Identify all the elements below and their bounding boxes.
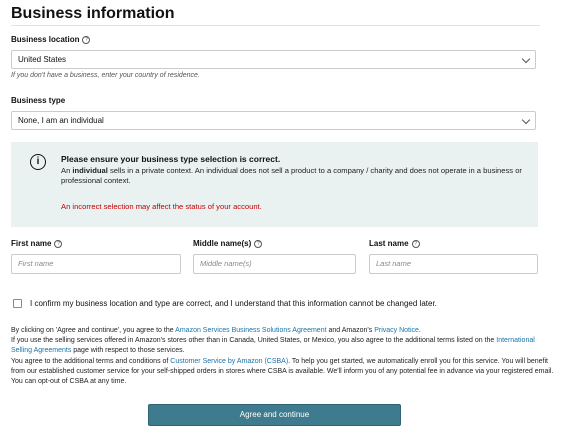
- alert-title: Please ensure your business type selection is correct.: [61, 154, 281, 164]
- info-icon: i: [30, 154, 46, 170]
- legal-paragraph-1: [11, 326, 556, 336]
- confirm-checkbox-label[interactable]: I confirm my business location and type are correct, and I understand that this information cannot be changed later.: [30, 299, 437, 308]
- legal-text: [11, 326, 556, 387]
- last-name-label-text: Last name: [369, 239, 409, 248]
- title-divider: [11, 25, 540, 26]
- business-location-select[interactable]: [11, 50, 536, 69]
- business-type-label: [11, 96, 65, 105]
- business-location-value: United States: [18, 55, 67, 64]
- legal-text-fragment: and Amazon's: [326, 327, 375, 334]
- alert-body-prefix: An: [61, 166, 73, 175]
- legal-paragraph-2: [11, 336, 556, 356]
- info-icon[interactable]: ?: [54, 240, 62, 248]
- first-name-input[interactable]: First name: [11, 254, 181, 274]
- info-icon[interactable]: ?: [254, 240, 262, 248]
- chevron-down-icon: [522, 116, 530, 124]
- middle-name-label-text: Middle name(s): [193, 239, 252, 248]
- legal-paragraph-3: [11, 357, 556, 388]
- business-type-alert: [11, 142, 538, 227]
- alert-warning: An incorrect selection may affect the status of your account.: [61, 202, 262, 211]
- csba-link[interactable]: Customer Service by Amazon (CSBA): [170, 357, 289, 365]
- alert-body-bold: individual: [72, 166, 108, 175]
- first-name-label-text: First name: [11, 239, 52, 248]
- business-location-label: [11, 35, 90, 44]
- privacy-notice-link[interactable]: Privacy Notice: [374, 327, 419, 334]
- agree-and-continue-button[interactable]: Agree and continue: [148, 404, 401, 426]
- legal-text-fragment: page with respect to those services.: [71, 347, 185, 355]
- alert-body-rest: sells in a private context. An individual does not sell a product to a company / charity and does not operate in a business or professional context.: [61, 166, 522, 185]
- chevron-down-icon: [522, 55, 530, 63]
- middle-name-label: [193, 239, 262, 248]
- legal-text-fragment: .: [418, 327, 421, 334]
- bsa-link[interactable]: Amazon Services Business Solutions Agreement: [175, 327, 327, 334]
- legal-text-fragment: By clicking on 'Agree and continue', you agree to the: [11, 327, 176, 334]
- middle-name-input[interactable]: Middle name(s): [193, 254, 356, 274]
- legal-text-fragment: If you use the selling services offered in Amazon's stores other than in Canada, United States, or Mexico, you also agree to the additional terms listed on the: [11, 337, 497, 345]
- business-type-select[interactable]: [11, 111, 536, 130]
- confirm-checkbox[interactable]: [13, 299, 22, 308]
- info-icon[interactable]: ?: [412, 240, 420, 248]
- business-location-label-text: Business location: [11, 35, 80, 44]
- last-name-input[interactable]: Last name: [369, 254, 538, 274]
- info-icon[interactable]: ?: [82, 36, 90, 44]
- alert-body: [61, 166, 531, 186]
- international-agreements-link[interactable]: International Selling Agreements: [11, 337, 535, 355]
- legal-text-fragment: You agree to the additional terms and conditions of: [11, 357, 171, 365]
- first-name-label: [11, 239, 62, 248]
- legal-text-fragment: . To help you get started, we automatically enroll you for this service. You will benefit from our established customer service for your self-shipped orders in stores where CSBA is available. We'll inform you of any potential fee in advance via your registered email. You can opt-out of CSBA at any time.: [11, 357, 554, 386]
- page-title: Business information: [11, 5, 175, 22]
- business-type-label-text: Business type: [11, 96, 66, 105]
- business-type-value: None, I am an individual: [18, 116, 104, 125]
- last-name-label: [369, 239, 420, 248]
- business-location-hint: If you don't have a business, enter your country of residence.: [11, 72, 200, 79]
